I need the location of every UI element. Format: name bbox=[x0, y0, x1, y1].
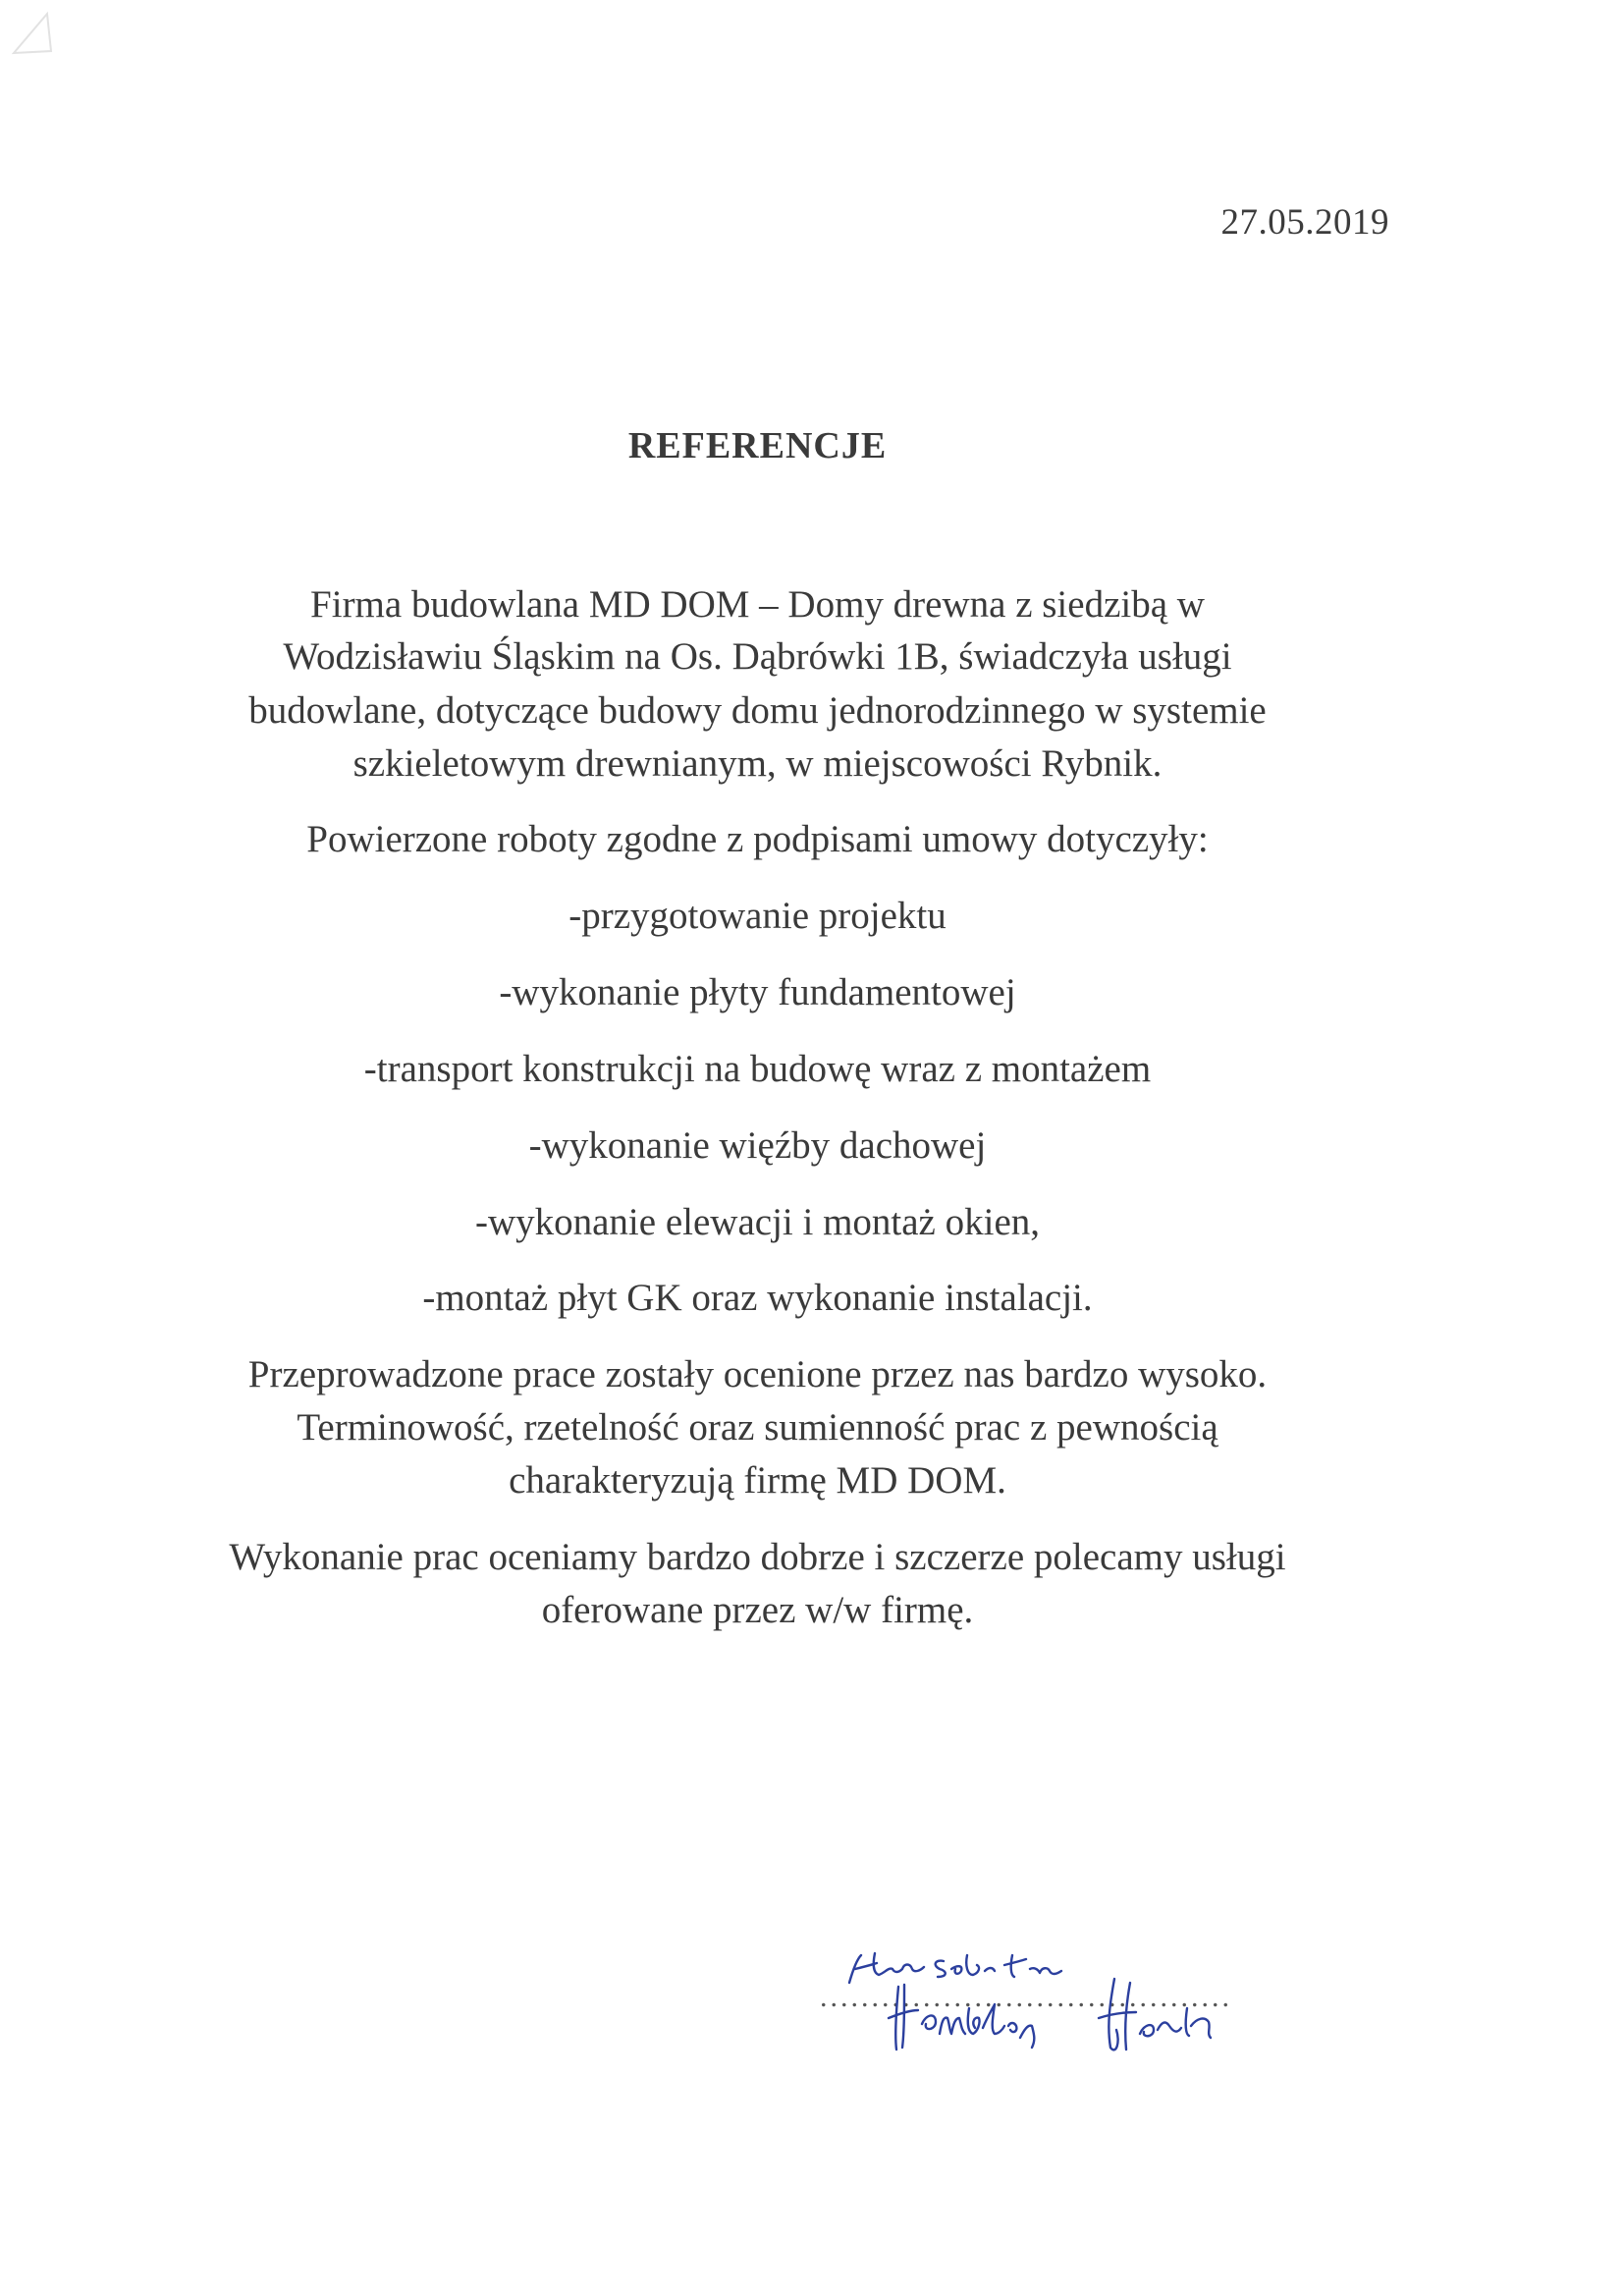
document-date: 27.05.2019 bbox=[1220, 202, 1389, 243]
paragraph3-line: oferowane przez w/w firmę. bbox=[541, 1589, 974, 1631]
paragraph3-line: Wykonanie prac oceniamy bardzo dobrze i szczerze polecamy usługi bbox=[229, 1536, 1286, 1578]
works-list-item: -wykonanie więźby dachowej bbox=[528, 1124, 987, 1167]
works-list-item: -wykonanie elewacji i montaż okien, bbox=[474, 1201, 1041, 1243]
handwritten-signature bbox=[820, 1940, 1380, 2077]
works-list-item: -wykonanie płyty fundamentowej bbox=[499, 971, 1016, 1013]
works-list-item: -przygotowanie projektu bbox=[568, 895, 947, 937]
paragraph2-line: Przeprowadzone prace zostały ocenione przez nas bardzo wysoko. bbox=[247, 1353, 1268, 1395]
paragraph1-line: Firma budowlana MD DOM – Domy drewna z siedzibą w bbox=[310, 583, 1205, 626]
works-list-item: -montaż płyt GK oraz wykonanie instalacji. bbox=[422, 1277, 1093, 1319]
paragraph1-line: Wodzisławiu Śląskim na Os. Dąbrówki 1B, świadczyła usługi bbox=[283, 635, 1232, 678]
document-title: REFERENCJE bbox=[627, 425, 888, 466]
works-list-item: -transport konstrukcji na budowę wraz z montażem bbox=[363, 1048, 1152, 1090]
paragraph1-line: szkieletowym drewnianym, w miejscowości Rybnik. bbox=[352, 742, 1163, 785]
paragraph2-line: charakteryzują firmę MD DOM. bbox=[509, 1459, 1006, 1502]
signature-dotted-line: ........................................ bbox=[820, 1981, 1232, 2013]
scan-corner-mark bbox=[8, 8, 67, 57]
works-intro: Powierzone roboty zgodne z podpisami umowy dotyczyły: bbox=[306, 818, 1209, 860]
paragraph1-line: budowlane, dotyczące budowy domu jednorodzinnego w systemie bbox=[248, 689, 1267, 732]
signature-area bbox=[820, 1940, 1380, 2077]
paragraph2-line: Terminowość, rzetelność oraz sumienność prac z pewnością bbox=[297, 1406, 1218, 1449]
